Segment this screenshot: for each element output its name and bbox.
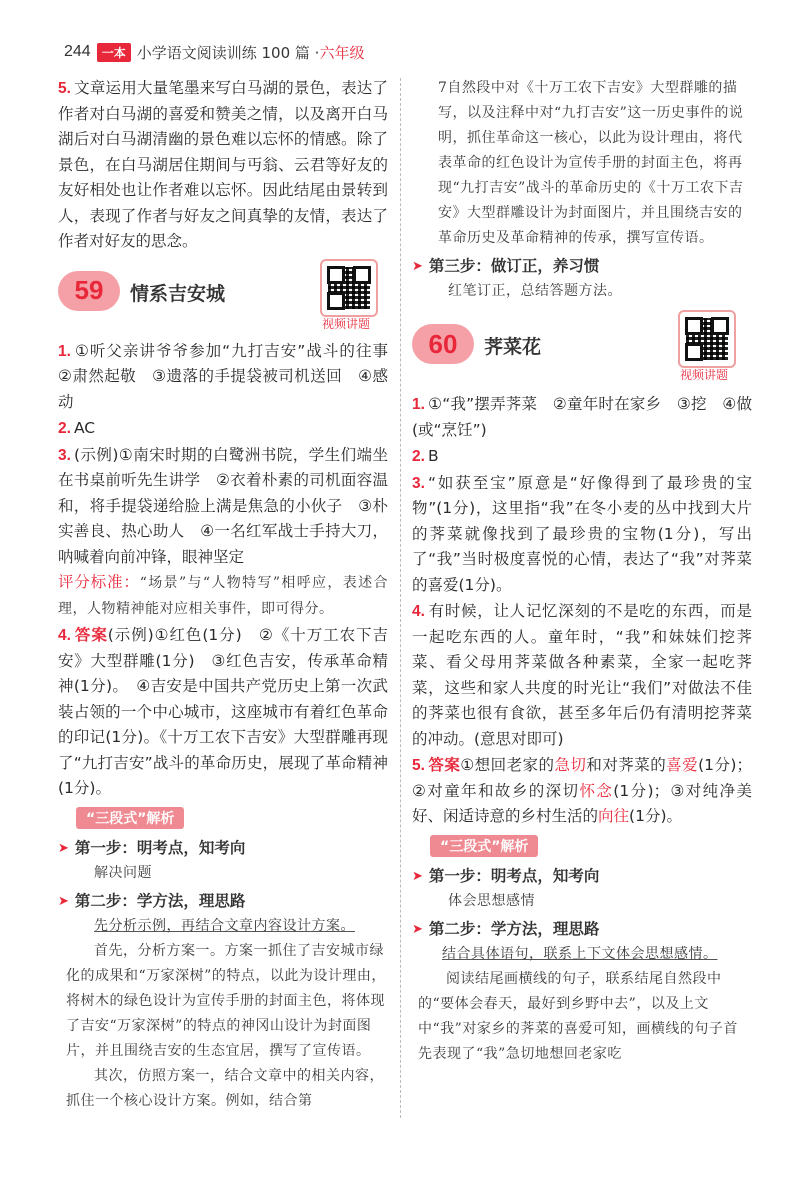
arrow-icon: ➤ — [412, 921, 423, 937]
step-3-note: 红笔订正，总结答题方法。 — [448, 283, 622, 299]
right-column — [412, 76, 752, 1067]
section-title: 情系吉安城 — [130, 282, 226, 305]
analysis-pill: “三段式”解析 — [430, 835, 538, 857]
answer-5: 5. 答案①想回老家的急切和对荠菜的喜爱(1分)；②对童年和故乡的深切怀念(1分)；③对纯净美好、闲适诗意的乡村生活的向往(1分)。 — [412, 756, 752, 825]
answer-3: 3. “如获至宝”原意是“好像得到了最珍贵的宝物”(1分)，这里指“我”在冬小麦的丛中找到大片的荠菜就像找到了最珍贵的宝物(1分)，写出了“我”当时极度喜悦的心情，表达了“我”对荠菜的喜爱(1分)。 — [412, 473, 752, 594]
arrow-icon: ➤ — [58, 893, 69, 909]
step-2-para-1: 首先，分析方案一。方案一抓住了吉安城市绿化的成果和“万家深树”的特点，以此为设计理由，将树木的绿色设计为宣传手册的封面主色，将体现了吉安“万家深树”的特点的神冈山设计为封面图片，并且围绕吉安的生态宜居，撰写了宣传语。 — [66, 942, 386, 1059]
scoring-note: “场景”与“人物特写”相呼应，表述合理，人物精神能对应相关事件，即可得分。 — [58, 575, 388, 617]
step-1: ➤ 第一步：明考点，知考向 — [412, 864, 752, 889]
step-1: ➤ 第一步：明考点，知考向 — [58, 836, 388, 861]
qr-code-icon[interactable] — [678, 310, 736, 368]
step-1-note: 体会思想感情 — [448, 892, 535, 909]
answer-4: 4. 有时候，让人记忆深刻的不是吃的东西，而是一起吃东西的人。童年时，“我”和妹妹们挖荠菜、看父母用荠菜做各种素菜，全家一起吃荠菜，这些和家人共度的时光让“我们”对做法不佳的荠菜也很有食欲，甚至多年后仍有清明挖荠菜的冲动。(意思对即可) — [412, 602, 752, 748]
step-2: ➤ 第二步：学方法，理思路 — [58, 889, 388, 914]
brand-logo: 一本 — [97, 43, 131, 62]
qr-code-icon[interactable] — [320, 259, 378, 317]
page-number: 244 — [64, 43, 91, 60]
arrow-icon: ➤ — [412, 259, 423, 274]
step-2: ➤ 第二步：学方法，理思路 — [412, 917, 752, 942]
answer-3: 3. (示例)①南宋时期的白鹭洲书院，学生们端坐在书桌前听先生讲学 ②衣着朴素的司机面容温和，将手提袋递给脸上满是焦急的小伙子 ③朴实善良、热心助人 ④一名红军战士手持大刀，呐喊着向前冲锋，眼神坚定 评分标准：“场景”与“人物特写”相呼应，表述合理，人物精神能对应相关事件，即可得分。 — [58, 445, 388, 617]
step-2-para-2: 其次，仿照方案一，结合文章中的相关内容，抓住一个核心设计方案。例如，结合第 — [66, 1067, 384, 1109]
page-header — [64, 40, 364, 64]
arrow-icon: ➤ — [58, 840, 69, 856]
step-3: ➤ 第三步：做订正，养习惯 — [412, 254, 752, 279]
answer-1: 1. ①听父亲讲爷爷参加“九打吉安”战斗的往事 ②肃然起敬 ③遗落的手提袋被司机送回 ④感动 — [58, 341, 404, 411]
answer-1: 1. ①“我”摆弄荠菜 ②童年时在家乡 ③挖 ④做(或“烹饪”) — [412, 395, 752, 439]
section-number-badge: 59 — [58, 271, 120, 311]
book-title: 小学语文阅读训练 100 篇 · — [136, 43, 320, 62]
left-column — [58, 76, 404, 1114]
section-number-badge: 60 — [412, 324, 474, 364]
step-2-para-1: 阅读结尾画横线的句子，联系结尾自然段中的“要体会春天，最好到乡野中去”，以及上文中“我”对家乡的荠菜的喜爱可知，画横线的句子首先表现了“我”急切地想回老家吃 — [418, 970, 738, 1062]
section-59-header — [58, 265, 388, 329]
step-2-lead: 结合具体语句，联系上下文体会思想感情。 — [442, 945, 718, 962]
video-label: 视频讲题 — [680, 368, 729, 382]
step-2-lead: 先分析示例，再结合文章内容设计方案。 — [94, 917, 355, 934]
answer-2: 2. AC — [58, 419, 96, 437]
step-1-note: 解决问题 — [94, 864, 152, 881]
answer-5-prev: 5. 文章运用大量笔墨来写白马湖的景色，表达了作者对白马湖的喜爱和赞美之情，以及离开白马湖后对白马湖清幽的景色难以忘怀的情感。除了景色，在白马湖居住期间与丏翁、云君等好友的友好相处也让作者难以忘怀。因此结尾由景转到人，表现了作者与好友之间真挚的友情，表达了作者对好友的思念。 — [58, 79, 388, 250]
answer-4: 4. 答案(示例)①红色(1分) ②《十万工农下吉安》大型群雕(1分) ③红色吉安，传承革命精神(1分)。 ④吉安是中国共产党历史上第一次武装占领的一个中心城市，这座城市有着红色革命的印记(1分)。《十万工农下吉安》大型群雕再现了“九打吉安”战斗的革命历史，展现了革命精神(1分)。 — [58, 626, 388, 797]
continued-para: 7自然段中对《十万工农下吉安》大型群雕的描写，以及注释中对“九打吉安”这一历史事件的说明，抓住革命这一核心，以此为设计理由，将代表革命的红色设计为宣传手册的封面主色，将再现“九打吉安”战斗的革命历史的《十万工农下吉安》大型群雕设计为封面图片，并且围绕吉安的革命历史及革命精神的传承，撰写宣传语。 — [438, 80, 744, 246]
column-divider — [400, 78, 401, 1118]
analysis-pill: “三段式”解析 — [76, 807, 184, 829]
section-60-header — [412, 318, 752, 382]
section-title: 荠菜花 — [484, 336, 542, 358]
scoring-label: 评分标准： — [58, 573, 140, 591]
arrow-icon: ➤ — [412, 868, 423, 884]
grade-label: 六年级 — [319, 43, 365, 62]
answer-2: 2. B — [412, 447, 439, 465]
video-label: 视频讲题 — [322, 316, 371, 331]
